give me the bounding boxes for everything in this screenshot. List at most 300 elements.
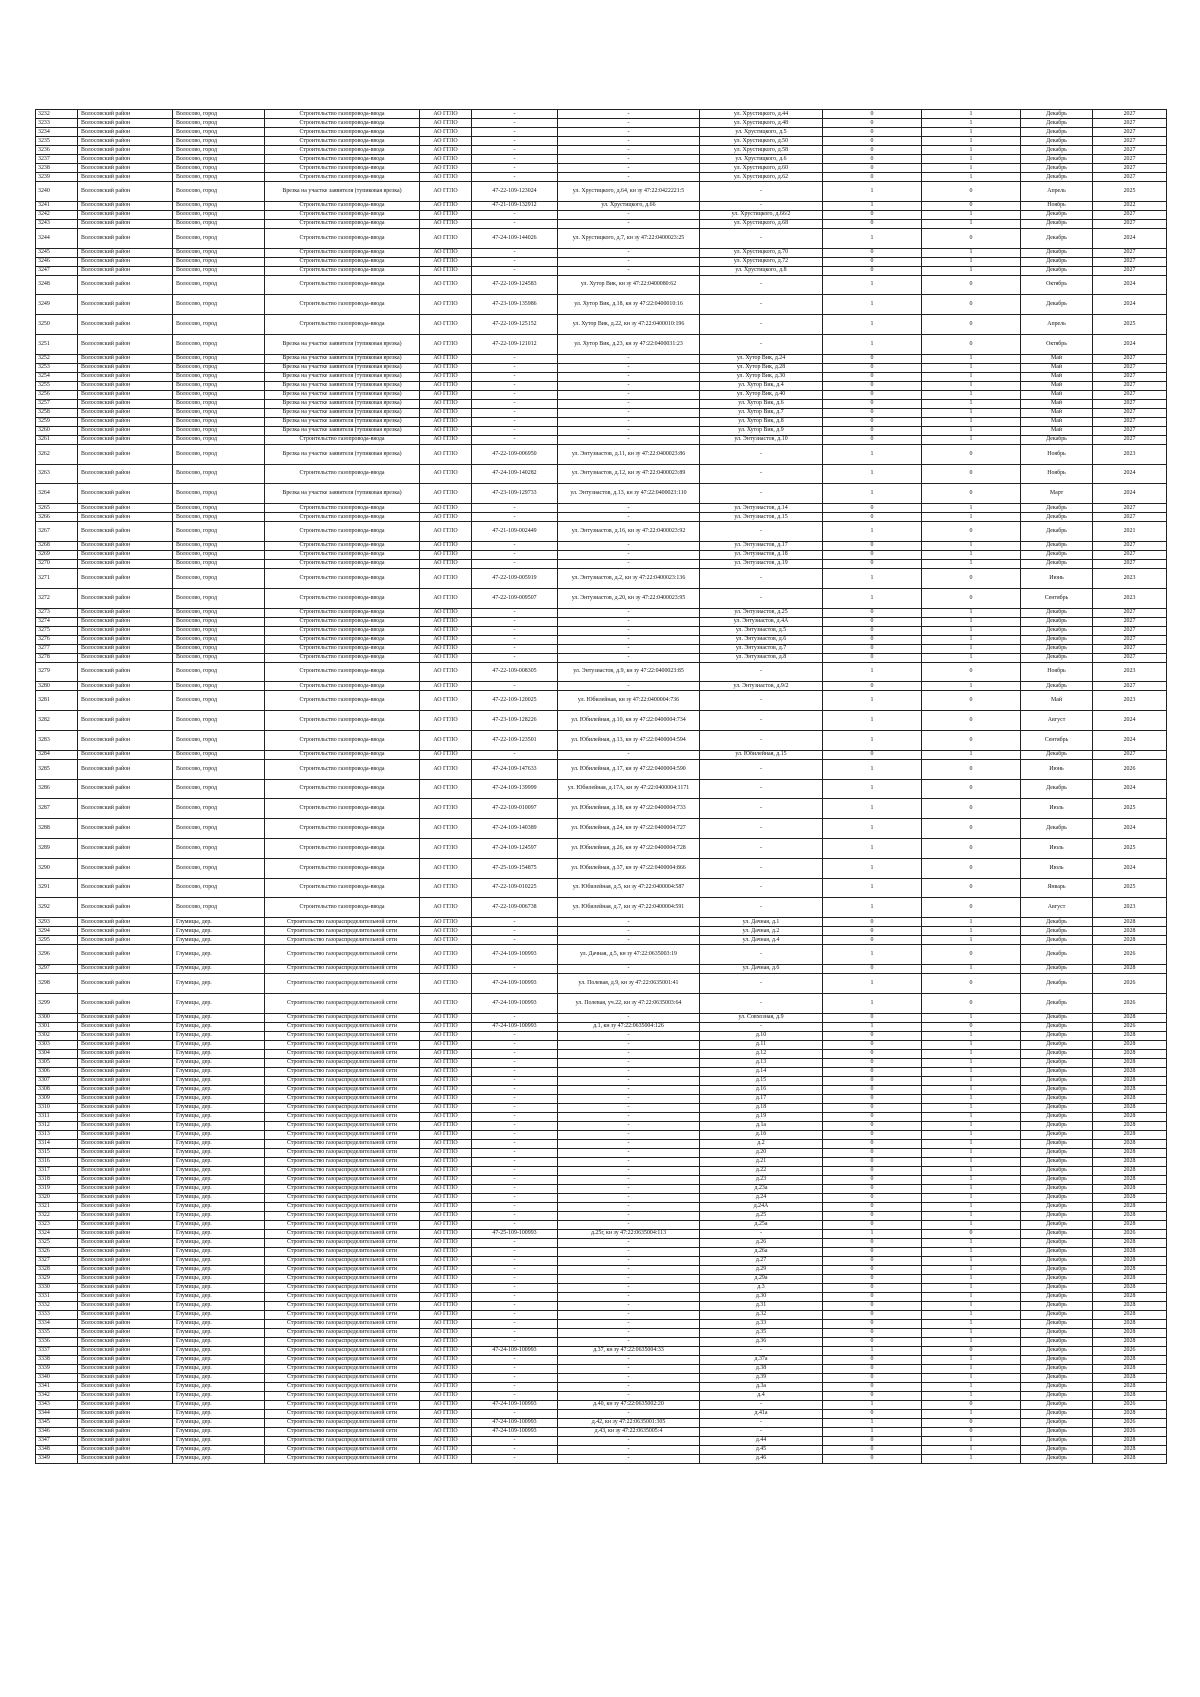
district-cell: Волосовский район (78, 1238, 173, 1247)
work-type-cell: Врезка на участке заявителя (тупиковая врезка) (265, 372, 420, 381)
row-number: 3302 (36, 1031, 78, 1040)
year-cell: 2027 (1093, 119, 1167, 128)
district-cell: Волосовский район (78, 399, 173, 408)
count-without-application-cell: 1 (922, 1292, 1021, 1301)
row-number: 3326 (36, 1247, 78, 1256)
month-cell: Декабрь (1021, 248, 1093, 257)
count-with-application-cell: 0 (823, 653, 922, 662)
row-number: 3330 (36, 1283, 78, 1292)
row-number: 3251 (36, 334, 78, 354)
district-cell: Волосовский район (78, 945, 173, 965)
year-cell: 2026 (1093, 1022, 1167, 1031)
month-cell: Декабрь (1021, 936, 1093, 945)
operator-cell: АО ГГЛО (420, 1031, 472, 1040)
cadastral-address-cell: - (558, 513, 700, 522)
count-without-application-cell: 0 (922, 730, 1021, 750)
application-number-cell: - (472, 635, 558, 644)
table-row (36, 1346, 1167, 1355)
table-row (36, 390, 1167, 399)
table-row (36, 588, 1167, 608)
address-cell: - (700, 464, 823, 484)
count-without-application-cell: 1 (922, 513, 1021, 522)
cadastral-address-cell: ул. Юбилейная, д.26, кн зу 47:22:0400004:728 (558, 838, 700, 858)
settlement-cell: Волосово, город (173, 541, 265, 550)
settlement-cell: Волосово, город (173, 819, 265, 839)
row-number: 3248 (36, 275, 78, 295)
row-number: 3243 (36, 219, 78, 228)
month-cell: Декабрь (1021, 1157, 1093, 1166)
application-number-cell: - (472, 1454, 558, 1463)
month-cell: Май (1021, 408, 1093, 417)
count-with-application-cell: 0 (823, 372, 922, 381)
district-cell: Волосовский район (78, 1427, 173, 1436)
settlement-cell: Волосово, город (173, 444, 265, 464)
row-number: 3321 (36, 1202, 78, 1211)
cadastral-address-cell: - (558, 617, 700, 626)
district-cell: Волосовский район (78, 372, 173, 381)
count-without-application-cell: 1 (922, 1076, 1021, 1085)
application-number-cell: - (472, 266, 558, 275)
cadastral-address-cell: ул. Энтузиастов, д.11, кн зу 47:22:0400023:86 (558, 444, 700, 464)
operator-cell: АО ГГЛО (420, 1076, 472, 1085)
row-number: 3344 (36, 1409, 78, 1418)
address-cell: д.10 (700, 1031, 823, 1040)
month-cell: Июль (1021, 858, 1093, 878)
count-with-application-cell: 1 (823, 464, 922, 484)
application-number-cell: - (472, 1067, 558, 1076)
work-type-cell: Врезка на участке заявителя (тупиковая врезка) (265, 381, 420, 390)
cadastral-address-cell: ул. Хутор Вик, д.18, кн зу 47:22:0400010:16 (558, 295, 700, 315)
year-cell: 2028 (1093, 1301, 1167, 1310)
work-type-cell: Строительство газопровода-ввода (265, 550, 420, 559)
table-row (36, 626, 1167, 635)
work-type-cell: Строительство газопровода-ввода (265, 626, 420, 635)
year-cell: 2027 (1093, 513, 1167, 522)
operator-cell: АО ГГЛО (420, 559, 472, 568)
count-without-application-cell: 0 (922, 819, 1021, 839)
district-cell: Волосовский район (78, 334, 173, 354)
table-row (36, 1175, 1167, 1184)
settlement-cell: Волосово, город (173, 608, 265, 617)
address-cell: ул. Хутор Вик, д.4 (700, 381, 823, 390)
settlement-cell: Глумицы, дер. (173, 1256, 265, 1265)
table-row (36, 711, 1167, 731)
row-number: 3293 (36, 918, 78, 927)
count-without-application-cell: 1 (922, 1274, 1021, 1283)
count-with-application-cell: 0 (823, 513, 922, 522)
work-type-cell: Строительство газопровода-ввода (265, 617, 420, 626)
cadastral-address-cell: ул. Юбилейная, д.17А, кн зу 47:22:0400004:1171 (558, 779, 700, 799)
row-number: 3236 (36, 146, 78, 155)
year-cell: 2027 (1093, 381, 1167, 390)
count-without-application-cell: 0 (922, 228, 1021, 248)
table-row (36, 1274, 1167, 1283)
table-row (36, 608, 1167, 617)
cadastral-address-cell: - (558, 1445, 700, 1454)
settlement-cell: Глумицы, дер. (173, 1418, 265, 1427)
settlement-cell: Глумицы, дер. (173, 1085, 265, 1094)
settlement-cell: Глумицы, дер. (173, 1157, 265, 1166)
year-cell: 2027 (1093, 653, 1167, 662)
row-number: 3306 (36, 1067, 78, 1076)
count-with-application-cell: 1 (823, 182, 922, 202)
settlement-cell: Волосово, город (173, 691, 265, 711)
row-number: 3276 (36, 635, 78, 644)
address-cell: ул. Дачная, д.4 (700, 936, 823, 945)
table-row (36, 354, 1167, 363)
address-cell: д.45 (700, 1445, 823, 1454)
cadastral-address-cell: - (558, 408, 700, 417)
row-number: 3333 (36, 1310, 78, 1319)
work-type-cell: Строительство газопровода-ввода (265, 110, 420, 119)
settlement-cell: Волосово, город (173, 435, 265, 444)
count-with-application-cell: 0 (823, 408, 922, 417)
district-cell: Волосовский район (78, 248, 173, 257)
row-number: 3241 (36, 201, 78, 210)
settlement-cell: Глумицы, дер. (173, 1166, 265, 1175)
operator-cell: АО ГГЛО (420, 1193, 472, 1202)
count-without-application-cell: 1 (922, 927, 1021, 936)
work-type-cell: Строительство газопровода-ввода (265, 173, 420, 182)
cadastral-address-cell: - (558, 1238, 700, 1247)
application-number-cell: - (472, 918, 558, 927)
district-cell: Волосовский район (78, 128, 173, 137)
cadastral-address-cell: - (558, 417, 700, 426)
address-cell: ул. Хрустицкого, д.68 (700, 219, 823, 228)
address-cell: - (700, 484, 823, 504)
table-row (36, 137, 1167, 146)
count-with-application-cell: 0 (823, 936, 922, 945)
address-cell: - (700, 588, 823, 608)
row-number: 3270 (36, 559, 78, 568)
operator-cell: АО ГГЛО (420, 173, 472, 182)
month-cell: Декабрь (1021, 1076, 1093, 1085)
address-cell: д.17 (700, 1094, 823, 1103)
row-number: 3288 (36, 819, 78, 839)
count-without-application-cell: 1 (922, 408, 1021, 417)
row-number: 3272 (36, 588, 78, 608)
address-cell: ул. Хрустицкого, д.70 (700, 248, 823, 257)
settlement-cell: Волосово, город (173, 662, 265, 682)
month-cell: Декабрь (1021, 1058, 1093, 1067)
operator-cell: АО ГГЛО (420, 408, 472, 417)
month-cell: Декабрь (1021, 119, 1093, 128)
month-cell: Апрель (1021, 315, 1093, 335)
table-row (36, 858, 1167, 878)
settlement-cell: Волосово, город (173, 730, 265, 750)
operator-cell: АО ГГЛО (420, 936, 472, 945)
operator-cell: АО ГГЛО (420, 201, 472, 210)
operator-cell: АО ГГЛО (420, 146, 472, 155)
cadastral-address-cell: ул. Полевая, д.9, кн зу 47:22:0635001:41 (558, 973, 700, 993)
count-without-application-cell: 1 (922, 1283, 1021, 1292)
row-number: 3235 (36, 137, 78, 146)
count-without-application-cell: 1 (922, 1337, 1021, 1346)
work-type-cell: Строительство газопровода-ввода (265, 295, 420, 315)
table-row (36, 1445, 1167, 1454)
table-row (36, 1256, 1167, 1265)
month-cell: Сентябрь (1021, 730, 1093, 750)
cadastral-address-cell: - (558, 1355, 700, 1364)
count-without-application-cell: 1 (922, 682, 1021, 691)
district-cell: Волосовский район (78, 275, 173, 295)
work-type-cell: Строительство газораспределительной сети (265, 936, 420, 945)
address-cell: д.4 (700, 1391, 823, 1400)
address-cell: д.24А (700, 1202, 823, 1211)
cadastral-address-cell: - (558, 1058, 700, 1067)
work-type-cell: Врезка на участке заявителя (тупиковая врезка) (265, 417, 420, 426)
count-without-application-cell: 1 (922, 1202, 1021, 1211)
count-without-application-cell: 1 (922, 1373, 1021, 1382)
table-row (36, 759, 1167, 779)
operator-cell: АО ГГЛО (420, 1058, 472, 1067)
district-cell: Волосовский район (78, 898, 173, 918)
count-with-application-cell: 1 (823, 228, 922, 248)
row-number: 3314 (36, 1139, 78, 1148)
year-cell: 2028 (1093, 1265, 1167, 1274)
district-cell: Волосовский район (78, 444, 173, 464)
district-cell: Волосовский район (78, 1031, 173, 1040)
row-number: 3320 (36, 1193, 78, 1202)
cadastral-address-cell: - (558, 1193, 700, 1202)
count-without-application-cell: 1 (922, 653, 1021, 662)
count-with-application-cell: 1 (823, 973, 922, 993)
work-type-cell: Строительство газопровода-ввода (265, 779, 420, 799)
address-cell: д.44 (700, 1436, 823, 1445)
district-cell: Волосовский район (78, 550, 173, 559)
year-cell: 2028 (1093, 1130, 1167, 1139)
year-cell: 2024 (1093, 779, 1167, 799)
work-type-cell: Строительство газораспределительной сети (265, 927, 420, 936)
operator-cell: АО ГГЛО (420, 568, 472, 588)
work-type-cell: Строительство газопровода-ввода (265, 898, 420, 918)
address-cell: - (700, 945, 823, 965)
application-number-cell: - (472, 219, 558, 228)
count-with-application-cell: 0 (823, 750, 922, 759)
address-cell: ул. Энтузиастов, д.9/2 (700, 682, 823, 691)
year-cell: 2027 (1093, 110, 1167, 119)
district-cell: Волосовский район (78, 1382, 173, 1391)
settlement-cell: Волосово, город (173, 390, 265, 399)
cadastral-address-cell: - (558, 1157, 700, 1166)
settlement-cell: Глумицы, дер. (173, 1445, 265, 1454)
work-type-cell: Строительство газопровода-ввода (265, 682, 420, 691)
month-cell: Декабрь (1021, 1427, 1093, 1436)
district-cell: Волосовский район (78, 964, 173, 973)
table-row (36, 1355, 1167, 1364)
count-without-application-cell: 0 (922, 295, 1021, 315)
address-cell: ул. Энтузиастов, д.18 (700, 550, 823, 559)
application-number-cell: - (472, 417, 558, 426)
month-cell: Декабрь (1021, 750, 1093, 759)
count-without-application-cell: 1 (922, 936, 1021, 945)
table-row (36, 1211, 1167, 1220)
operator-cell: АО ГГЛО (420, 1364, 472, 1373)
operator-cell: АО ГГЛО (420, 399, 472, 408)
operator-cell: АО ГГЛО (420, 1121, 472, 1130)
year-cell: 2028 (1093, 1274, 1167, 1283)
application-number-cell: - (472, 119, 558, 128)
row-number: 3238 (36, 164, 78, 173)
year-cell: 2027 (1093, 541, 1167, 550)
row-number: 3305 (36, 1058, 78, 1067)
row-number: 3319 (36, 1184, 78, 1193)
operator-cell: АО ГГЛО (420, 137, 472, 146)
settlement-cell: Волосово, город (173, 275, 265, 295)
work-type-cell: Строительство газораспределительной сети (265, 1193, 420, 1202)
district-cell: Волосовский район (78, 1274, 173, 1283)
cadastral-address-cell: - (558, 435, 700, 444)
work-type-cell: Строительство газораспределительной сети (265, 1094, 420, 1103)
settlement-cell: Глумицы, дер. (173, 1427, 265, 1436)
year-cell: 2028 (1093, 1121, 1167, 1130)
count-with-application-cell: 0 (823, 1085, 922, 1094)
month-cell: Июль (1021, 799, 1093, 819)
application-number-cell: - (472, 354, 558, 363)
application-number-cell: 47-22-109-006738 (472, 898, 558, 918)
cadastral-address-cell: - (558, 110, 700, 119)
work-type-cell: Строительство газопровода-ввода (265, 568, 420, 588)
count-without-application-cell: 1 (922, 1256, 1021, 1265)
operator-cell: АО ГГЛО (420, 1256, 472, 1265)
operator-cell: АО ГГЛО (420, 426, 472, 435)
month-cell: Декабрь (1021, 504, 1093, 513)
address-cell: ул. Совхозная, д.9 (700, 1013, 823, 1022)
application-number-cell: 47-24-109-100993 (472, 1418, 558, 1427)
work-type-cell: Строительство газопровода-ввода (265, 164, 420, 173)
year-cell: 2027 (1093, 390, 1167, 399)
work-type-cell: Строительство газопровода-ввода (265, 155, 420, 164)
table-row (36, 945, 1167, 965)
cadastral-address-cell: - (558, 1301, 700, 1310)
year-cell: 2027 (1093, 617, 1167, 626)
cadastral-address-cell: - (558, 1094, 700, 1103)
address-cell: - (700, 1418, 823, 1427)
table-row (36, 662, 1167, 682)
row-number: 3291 (36, 878, 78, 898)
district-cell: Волосовский район (78, 819, 173, 839)
month-cell: Декабрь (1021, 1031, 1093, 1040)
operator-cell: АО ГГЛО (420, 210, 472, 219)
application-number-cell: - (472, 128, 558, 137)
row-number: 3296 (36, 945, 78, 965)
table-row (36, 1328, 1167, 1337)
table-row (36, 1094, 1167, 1103)
year-cell: 2028 (1093, 1310, 1167, 1319)
settlement-cell: Глумицы, дер. (173, 1148, 265, 1157)
count-with-application-cell: 0 (823, 1121, 922, 1130)
cadastral-address-cell: - (558, 1220, 700, 1229)
month-cell: Декабрь (1021, 682, 1093, 691)
row-number: 3239 (36, 173, 78, 182)
count-with-application-cell: 0 (823, 1130, 922, 1139)
settlement-cell: Волосово, город (173, 408, 265, 417)
table-row (36, 1310, 1167, 1319)
cadastral-address-cell: ул. Энтузиастов, д.20, кн зу 47:22:0400023:95 (558, 588, 700, 608)
table-row (36, 1364, 1167, 1373)
table-row (36, 295, 1167, 315)
cadastral-address-cell: - (558, 1184, 700, 1193)
application-number-cell: - (472, 1319, 558, 1328)
address-cell: - (700, 838, 823, 858)
application-number-cell: 47-22-109-123501 (472, 730, 558, 750)
work-type-cell: Строительство газопровода-ввода (265, 711, 420, 731)
month-cell: Май (1021, 363, 1093, 372)
month-cell: Декабрь (1021, 550, 1093, 559)
work-type-cell: Строительство газораспределительной сети (265, 1328, 420, 1337)
cadastral-address-cell: - (558, 210, 700, 219)
month-cell: Январь (1021, 878, 1093, 898)
address-cell: ул. Энтузиастов, д.10 (700, 435, 823, 444)
row-number: 3337 (36, 1346, 78, 1355)
count-with-application-cell: 0 (823, 918, 922, 927)
count-without-application-cell: 1 (922, 1238, 1021, 1247)
work-type-cell: Врезка на участке заявителя (тупиковая врезка) (265, 390, 420, 399)
row-number: 3324 (36, 1229, 78, 1238)
district-cell: Волосовский район (78, 295, 173, 315)
settlement-cell: Глумицы, дер. (173, 1202, 265, 1211)
count-without-application-cell: 0 (922, 275, 1021, 295)
work-type-cell: Строительство газопровода-ввода (265, 878, 420, 898)
count-without-application-cell: 1 (922, 1013, 1021, 1022)
table-row (36, 110, 1167, 119)
row-number: 3304 (36, 1049, 78, 1058)
work-type-cell: Строительство газопровода-ввода (265, 858, 420, 878)
operator-cell: АО ГГЛО (420, 228, 472, 248)
count-with-application-cell: 1 (823, 444, 922, 464)
table-row (36, 644, 1167, 653)
district-cell: Волосовский район (78, 266, 173, 275)
table-row (36, 1409, 1167, 1418)
operator-cell: АО ГГЛО (420, 927, 472, 936)
year-cell: 2028 (1093, 1085, 1167, 1094)
address-cell: - (700, 730, 823, 750)
operator-cell: АО ГГЛО (420, 248, 472, 257)
district-cell: Волосовский район (78, 1076, 173, 1085)
work-type-cell: Врезка на участке заявителя (тупиковая врезка) (265, 399, 420, 408)
operator-cell: АО ГГЛО (420, 1139, 472, 1148)
year-cell: 2028 (1093, 1076, 1167, 1085)
operator-cell: АО ГГЛО (420, 898, 472, 918)
row-number: 3339 (36, 1364, 78, 1373)
row-number: 3278 (36, 653, 78, 662)
table-row (36, 1085, 1167, 1094)
row-number: 3336 (36, 1337, 78, 1346)
year-cell: 2028 (1093, 1202, 1167, 1211)
address-cell: д.22 (700, 1166, 823, 1175)
work-type-cell: Строительство газораспределительной сети (265, 1211, 420, 1220)
table-row (36, 1112, 1167, 1121)
table-row (36, 1301, 1167, 1310)
address-cell: - (700, 201, 823, 210)
row-number: 3255 (36, 381, 78, 390)
application-number-cell: - (472, 1193, 558, 1202)
count-without-application-cell: 1 (922, 266, 1021, 275)
application-number-cell: - (472, 146, 558, 155)
work-type-cell: Строительство газораспределительной сети (265, 1436, 420, 1445)
table-row (36, 898, 1167, 918)
application-number-cell: - (472, 1274, 558, 1283)
address-cell: ул. Хрустицкого, д.44 (700, 110, 823, 119)
address-cell: ул. Хрустицкого, д.6 (700, 155, 823, 164)
count-with-application-cell: 0 (823, 155, 922, 164)
district-cell: Волосовский район (78, 1418, 173, 1427)
application-number-cell: - (472, 1139, 558, 1148)
settlement-cell: Глумицы, дер. (173, 1184, 265, 1193)
table-row (36, 819, 1167, 839)
month-cell: Декабрь (1021, 1418, 1093, 1427)
application-number-cell: 47-25-109-154875 (472, 858, 558, 878)
